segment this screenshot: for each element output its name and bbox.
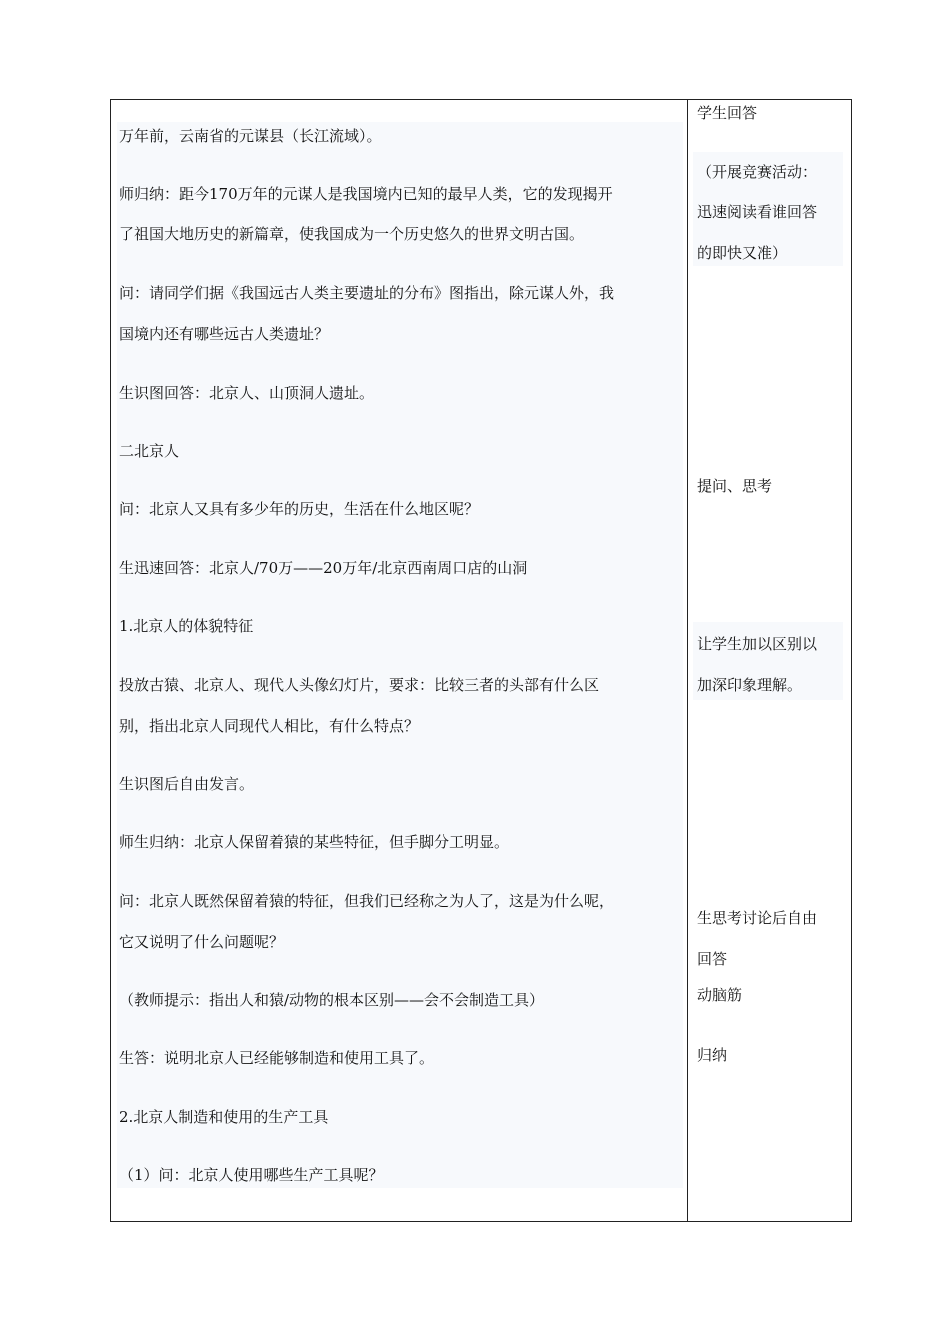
main-text-line: 它又说明了什么问题呢？ [119,933,285,951]
subsection-heading: 2.北京人制造和使用的生产工具 [119,1108,329,1126]
main-text-line: 万年前，云南省的元谋县（长江流域）。 [119,127,382,145]
column-divider [687,100,688,1221]
main-text-line: 国境内还有哪些远古人类遗址？ [119,325,330,343]
side-note-line: 动脑筋 [697,986,743,1004]
side-note-line: 的即快又准） [697,244,788,262]
main-text-line: 生识图回答：北京人、山顶洞人遗址。 [119,384,375,402]
main-text-line: 师生归纳：北京人保留着猿的某些特征，但手脚分工明显。 [119,833,510,851]
main-text-line: 别，指出北京人同现代人相比，有什么特点？ [119,717,420,735]
subsection-heading: 1.北京人的体貌特征 [119,617,254,635]
side-note-line: 回答 [697,950,728,968]
side-note-line: 学生回答 [697,104,758,122]
lesson-plan-table [110,99,852,1222]
main-text-line: 问：请同学们据《我国远古人类主要遗址的分布》图指出，除元谋人外，我 [119,284,615,302]
main-text-line: （教师提示：指出人和猿/动物的根本区别——会不会制造工具） [119,991,545,1009]
side-note-line: 生思考讨论后自由 [697,909,818,927]
main-text-line: 师归纳：距今170万年的元谋人是我国境内已知的最早人类，它的发现揭开 [119,185,613,203]
main-text-line: 投放古猿、北京人、现代人头像幻灯片，要求：比较三者的头部有什么区 [119,676,600,694]
main-text-line: 问：北京人又具有多少年的历史，生活在什么地区呢？ [119,500,480,518]
side-note-line: 加深印象理解。 [697,676,803,694]
side-note-line: 让学生加以区别以 [697,635,818,653]
section-heading: 二北京人 [119,442,180,460]
side-note-line: 归纳 [697,1046,728,1064]
main-column-shading [117,122,683,1188]
side-note-line: （开展竞赛活动： [697,163,818,181]
main-text-line: 生识图后自由发言。 [119,775,255,793]
main-text-line: 生迅速回答：北京人/70万——20万年/北京西南周口店的山洞 [119,559,528,577]
side-note-line: 迅速阅读看谁回答 [697,203,818,221]
main-text-line: （1）问：北京人使用哪些生产工具呢？ [119,1166,384,1184]
side-note-line: 提问、思考 [697,477,773,495]
main-text-line: 生答：说明北京人已经能够制造和使用工具了。 [119,1049,435,1067]
main-text-line: 问：北京人既然保留着猿的特征，但我们已经称之为人了，这是为什么呢， [119,892,615,910]
main-text-line: 了祖国大地历史的新篇章，使我国成为一个历史悠久的世界文明古国。 [119,225,585,243]
